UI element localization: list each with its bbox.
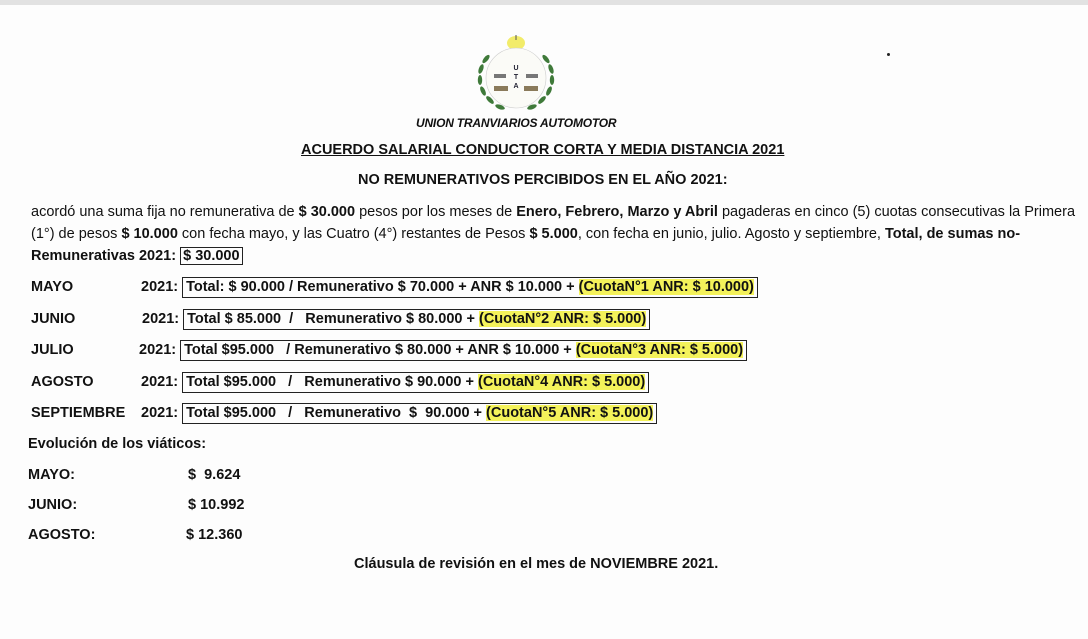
payment-cuota: (CuotaN°3 ANR: $ 5.000) xyxy=(575,342,744,358)
viatico-value: $ 10.992 xyxy=(188,497,245,513)
payment-row xyxy=(31,308,650,330)
payment-month: AGOSTO xyxy=(31,374,94,390)
document-subtitle: NO REMUNERATIVOS PERCIBIDOS EN EL AÑO 2021: xyxy=(358,172,728,188)
payment-year: 2021: xyxy=(142,311,180,327)
intro-text: con fecha mayo, y las Cuatro (4°) restantes de Pesos xyxy=(177,226,530,242)
document-title: ACUERDO SALARIAL CONDUCTOR CORTA Y MEDIA DISTANCIA 2021 xyxy=(301,142,785,158)
viatico-month: AGOSTO: xyxy=(28,527,96,543)
intro-text: pagaderas en cinco (5) cuotas consecutivas la Primera (1°) de pesos xyxy=(31,204,1076,242)
payment-row xyxy=(31,276,758,298)
payment-year: 2021: xyxy=(139,342,177,358)
uta-emblem-icon xyxy=(470,34,562,116)
viatico-month: MAYO: xyxy=(28,467,75,483)
payment-cuota: (CuotaN°1 ANR: $ 10.000) xyxy=(578,279,754,295)
intro-text: acordó una suma fija no remunerativa de xyxy=(31,204,299,220)
svg-text:T: T xyxy=(513,74,519,81)
intro-paragraph xyxy=(31,201,1076,267)
viatico-row xyxy=(28,497,244,513)
viatico-row xyxy=(28,467,240,483)
payment-row xyxy=(31,371,649,393)
intro-months: Enero, Febrero, Marzo y Abril xyxy=(516,204,718,220)
payment-cuota: (CuotaN°2 ANR: $ 5.000) xyxy=(478,311,647,327)
viatico-value: $ 12.360 xyxy=(186,527,243,543)
svg-text:U: U xyxy=(513,65,519,72)
svg-text:A: A xyxy=(513,83,519,90)
payment-detail-box xyxy=(182,277,758,298)
viatico-month: JUNIO: xyxy=(28,497,78,513)
payment-year: 2021: xyxy=(141,405,179,421)
payment-month: SEPTIEMBRE xyxy=(31,405,126,421)
payment-row xyxy=(31,339,747,361)
payment-detail-box xyxy=(183,309,650,330)
speck-mark xyxy=(887,53,890,56)
payment-detail: Total: $ 90.000 / Remunerativo $ 70.000 + ANR $ 10.000 + xyxy=(186,279,579,295)
payment-cuota: (CuotaN°5 ANR: $ 5.000) xyxy=(486,405,654,421)
viatico-row xyxy=(28,527,242,543)
intro-text: pesos por los meses de xyxy=(355,204,517,220)
payment-row xyxy=(31,402,657,424)
viatico-value: $ 9.624 xyxy=(188,467,241,483)
viaticos-title: Evolución de los viáticos: xyxy=(28,436,207,452)
payment-detail: Total $95.000 / Remunerativo $ 90.000 + xyxy=(186,374,478,390)
intro-total-value: $ 30.000 xyxy=(180,247,242,265)
intro-amount: $ 10.000 xyxy=(121,226,178,242)
payment-detail: Total $95.000 / Remunerativo $ 90.000 + xyxy=(186,405,487,421)
intro-amount: $ 30.000 xyxy=(298,204,356,220)
payment-month: JULIO xyxy=(31,342,74,358)
payment-month: MAYO xyxy=(31,279,74,295)
intro-amount: $ 5.000 xyxy=(529,226,578,242)
payment-year: 2021: xyxy=(141,374,179,390)
payment-year: 2021: xyxy=(141,279,179,295)
payment-detail-box xyxy=(180,340,747,361)
intro-total-label: Total, de sumas no- Remunerativas 2021: xyxy=(31,226,1021,264)
payment-detail: Total $95.000 / Remunerativo $ 80.000 + ANR $ 10.000 + xyxy=(184,342,576,358)
payment-detail: Total $ 85.000 / Remunerativo $ 80.000 + xyxy=(187,311,479,327)
organization-name: UNION TRANVIARIOS AUTOMOTOR xyxy=(416,116,617,130)
top-border xyxy=(0,0,1088,5)
payment-detail-box xyxy=(182,403,657,424)
revision-clause: Cláusula de revisión en el mes de NOVIEMBRE 2021. xyxy=(354,556,719,572)
payment-month: JUNIO xyxy=(31,311,76,327)
payment-detail-box xyxy=(182,372,649,393)
payment-cuota: (CuotaN°4 ANR: $ 5.000) xyxy=(477,374,646,390)
intro-text: , con fecha en junio, julio. Agosto y septiembre, xyxy=(577,226,885,242)
